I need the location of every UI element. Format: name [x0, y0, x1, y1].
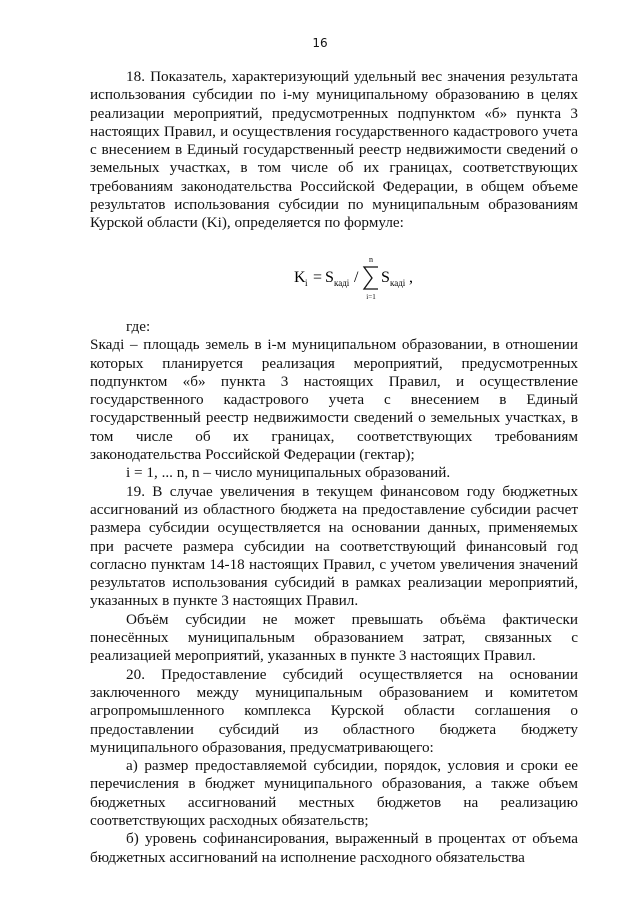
formula-lhs-sub: i	[305, 278, 308, 288]
page-number: 16	[312, 36, 328, 50]
paragraph-20: 20. Предоставление субсидий осуществляется на основании заключенного между муниципальным образованием и комитетом агропромышленного комплекса Курской области соглашения о предоставлении субсидий из областного бюджета бюджету муниципального образования, предусматривающего:	[90, 665, 578, 756]
formula-slash: /	[354, 269, 359, 286]
paragraph-volume: Объём субсидии не может превышать объёма фактически понесённых муниципальным образованием затрат, связанных с реализацией мероприятий, указанных в пункте 3 настоящих Правил.	[90, 610, 578, 665]
paragraph-20a: а) размер предоставляемой субсидии, порядок, условия и сроки ее перечисления в бюджет муниципального образования, а также объем бюджетных ассигнований местных бюджетов на реализацию соответствующих расходных обязательств;	[90, 757, 578, 830]
formula-term-sub: кадi	[390, 278, 406, 288]
formula-trailing: ,	[409, 269, 413, 286]
document-body-top	[90, 68, 578, 233]
formula-equals: =	[313, 269, 323, 286]
definition-skadi: Sкадi – площадь земель в i-м муниципальном образовании, в отношении которых планируется реализация мероприятий, предусмотренных подпунктом «б» пункта 3 настоящих Правил, и осуществление государственного кадастрового учета с внесением в Единый государственный реестр недвижимости сведений о земельных участках, в том числе об их границах, соответствующих требованиям законодательства Российской Федерации (гектар);	[90, 336, 578, 464]
sigma-icon	[364, 267, 378, 289]
formula-ki	[0, 252, 640, 304]
formula-numerator-sub: кадi	[334, 278, 350, 288]
formula-term: S	[381, 269, 390, 286]
paragraph-19: 19. В случае увеличения в текущем финансовом году бюджетных ассигнований из областного бюджета на предоставление субсидии расчет размера субсидии осуществляется на основании данных, применяемых при расчете размера субсидии на соответствующий финансовый год согласно пунктам 14-18 настоящих Правил, с учетом увеличения значений результатов использования субсидий в рамках реализации мероприятий, указанных в пункте 3 настоящих Правил.	[90, 482, 578, 610]
document-body-bottom	[90, 318, 578, 867]
formula-sum-upper: n	[369, 255, 373, 264]
paragraph-20b: б) уровень софинансирования, выраженный в процентах от объема бюджетных ассигнований на исполнение расходного обязательства	[90, 830, 578, 866]
formula-sum-lower: i=1	[366, 293, 376, 301]
formula-lhs: K	[294, 269, 306, 286]
formula-graphic	[0, 252, 640, 304]
definition-i: i = 1, ... n, n – число муниципальных образований.	[126, 464, 451, 482]
formula-numerator: S	[325, 269, 334, 286]
paragraph-18: 18. Показатель, характеризующий удельный вес значения результата использования субсидии по i-му муниципальному образованию в целях реализации мероприятий, предусмотренных подпунктом «б» пункта 3 настоящих Правил, и осуществления государственного кадастрового учета с внесением в Единый государственный реестр недвижимости сведений о земельных участках, в том числе об их границах, соответствующих требованиям законодательства Российской Федерации, в общем объеме результатов использования субсидии по муниципальным образованиям Курской области (Ki), определяется по формуле:	[90, 68, 578, 232]
where-label: где:	[126, 318, 151, 335]
